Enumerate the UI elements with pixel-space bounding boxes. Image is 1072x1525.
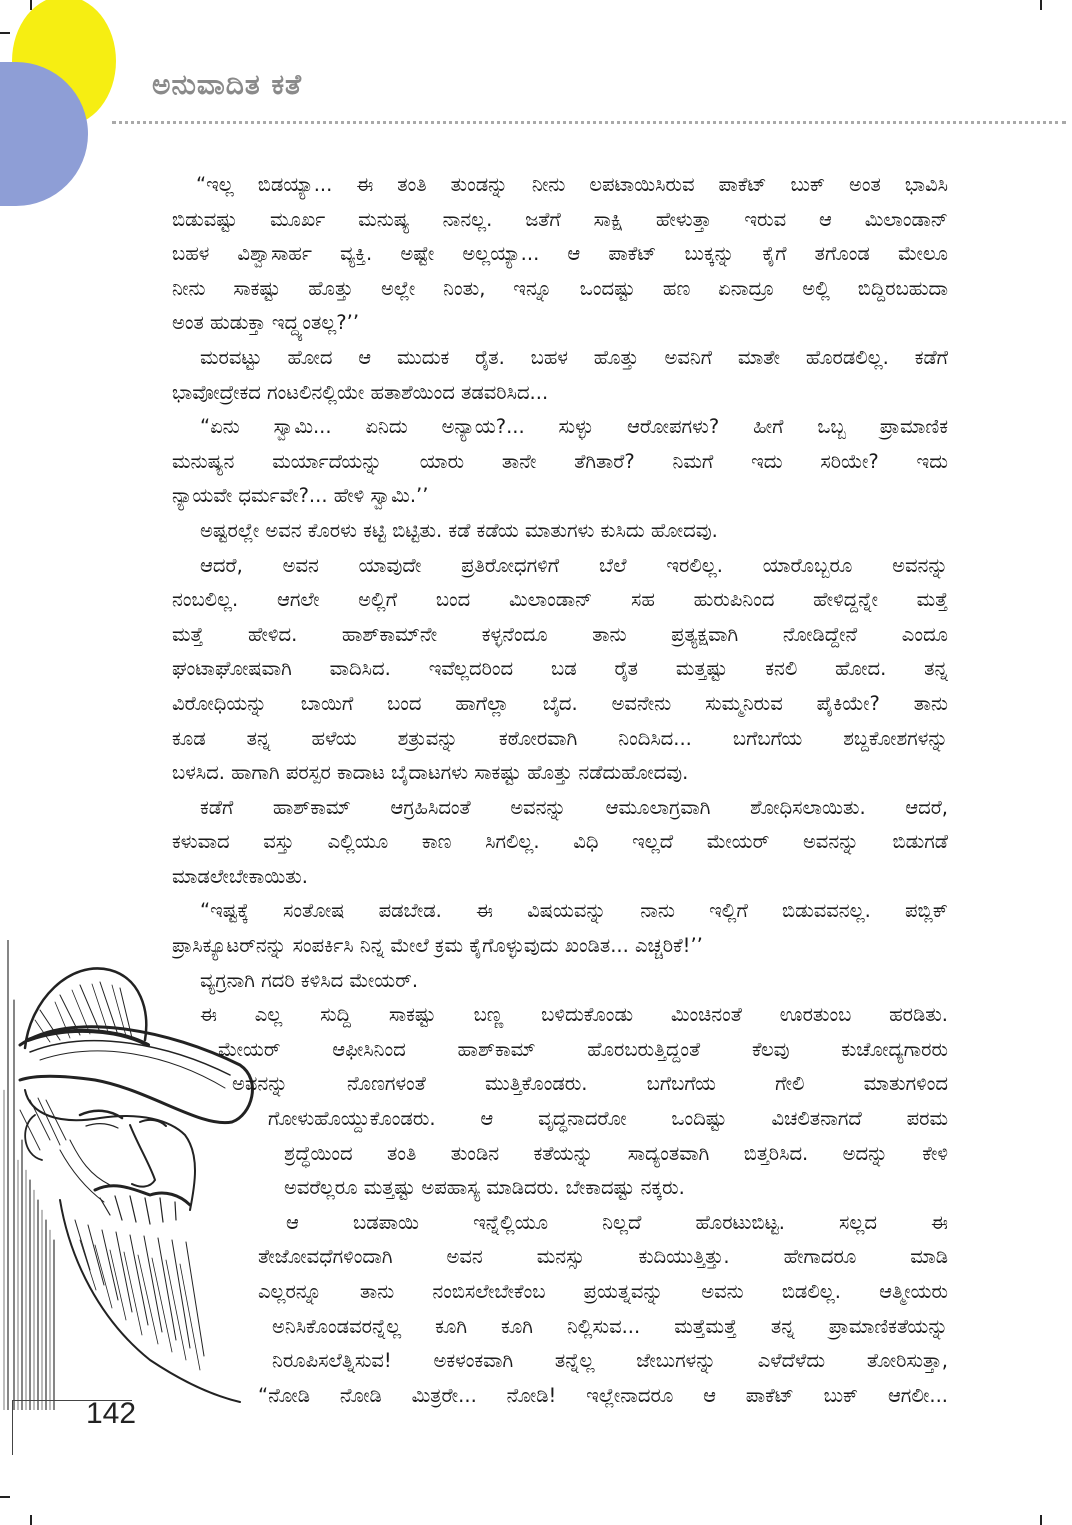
text-line: “ಏನು ಸ್ವಾಮಿ... ಏನಿದು ಅನ್ಯಾಯ?... ಸುಳ್ಳು ಆರೋಪಗಳು? ಹೀಗೆ ಒಬ್ಬ ಪ್ರಾಮಾಣಿಕ (200, 415, 948, 439)
text-line: ಆ ಬಡಪಾಯಿ ಇನ್ನೆಲ್ಲಿಯೂ ನಿಲ್ಲದೆ ಹೊರಟುಬಿಟ್ಟ. ಸಲ್ಲದ ಈ (286, 1210, 948, 1234)
text-line: ಅಷ್ಟರಲ್ಲೇ ಅವನ ಕೊರಳು ಕಟ್ಟಿ ಬಿಟ್ಟಿತು. ಕಡೆ ಕಡೆಯ ಮಾತುಗಳು ಕುಸಿದು ಹೋದವು. (200, 518, 718, 542)
text-line: ನ್ಯಾಯವೇ ಧರ್ಮವೇ?... ಹೇಳಿ ಸ್ವಾಮಿ.’’ (172, 484, 429, 508)
text-line: “ಇಲ್ಲ ಬಿಡಯ್ಯಾ... ಈ ತಂತಿ ತುಂಡನ್ನು ನೀನು ಲಪಟಾಯಿಸಿರುವ ಪಾಕೆಟ್ ಬುಕ್ ಅಂತ ಭಾವಿಸಿ (196, 173, 948, 196)
text-line: ಭಾವೋದ್ರೇಕದ ಗಂಟಲಿನಲ್ಲಿಯೇ ಹತಾಶೆಯಿಂದ ತಡವರಿಸಿದ... (172, 380, 549, 404)
text-line: ಅನಿಸಿಕೊಂಡವರನ್ನೆಲ್ಲ ಕೂಗಿ ಕೂಗಿ ನಿಲ್ಲಿಸುವ... ಮತ್ತೆಮತ್ತೆ ತನ್ನ ಪ್ರಾಮಾಣಿಕತೆಯನ್ನು (272, 1314, 948, 1338)
text-line: “ಇಷ್ಟಕ್ಕೆ ಸಂತೋಷ ಪಡಬೇಡ. ಈ ವಿಷಯವನ್ನು ನಾನು ಇಲ್ಲಿಗೆ ಬಿಡುವವನಲ್ಲ. ಪಬ್ಲಿಕ್ (200, 899, 948, 923)
header-dotted-rule (112, 121, 1066, 124)
text-line: ಮಾಡಲೇಬೇಕಾಯಿತು. (172, 864, 308, 888)
crop-mark (30, 1515, 32, 1525)
text-line: ಈ ಎಲ್ಲ ಸುದ್ದಿ ಸಾಕಷ್ಟು ಬಣ್ಣ ಬಳಿದುಕೊಂಡು ಮಿಂಚಿನಂತೆ ಊರತುಂಬ ಹರಡಿತು. (200, 1003, 948, 1027)
story-body (0, 168, 1072, 1413)
text-line: ಘಂಟಾಘೋಷವಾಗಿ ವಾದಿಸಿದ. ಇವೆಲ್ಲದರಿಂದ ಬಡ ರೈತ ಮತ್ತಷ್ಟು ಕನಲಿ ಹೋದ. ತನ್ನ (172, 657, 948, 681)
text-line: ಗೋಳುಹೊಯ್ದುಕೊಂಡರು. ಆ ವೃದ್ಧನಾದರೋ ಒಂದಿಷ್ಟು ವಿಚಲಿತನಾಗದೆ ಪರಮ (268, 1107, 948, 1131)
section-title: ಅನುವಾದಿತ ಕತೆ (152, 68, 303, 101)
text-line: ಅಂತ ಹುಡುಕ್ತಾ ಇದ್ದ್ಯಂತಲ್ಲ?’’ (172, 311, 360, 335)
text-line: ನೀನು ಸಾಕಷ್ಟು ಹೊತ್ತು ಅಲ್ಲೇ ನಿಂತು, ಇನ್ನೂ ಒಂದಷ್ಟು ಹಣ ಏನಾದ್ರೂ ಅಲ್ಲಿ ಬಿದ್ದಿರಬಹುದಾ (172, 276, 948, 300)
crop-mark (1040, 1515, 1042, 1525)
text-line: ವಿರೋಧಿಯನ್ನು ಬಾಯಿಗೆ ಬಂದ ಹಾಗೆಲ್ಲಾ ಬೈದ. ಅವನೇನು ಸುಮ್ಮನಿರುವ ಪೈಕಿಯೇ? ತಾನು (172, 691, 948, 715)
text-line: ವ್ಯಗ್ರನಾಗಿ ಗದರಿ ಕಳಿಸಿದ ಮೇಯರ್. (200, 968, 419, 992)
text-line: ಬಹಳ ವಿಶ್ವಾಸಾರ್ಹ ವ್ಯಕ್ತಿ. ಅಷ್ಟೇ ಅಲ್ಲಯ್ಯಾ... ಆ ಪಾಕೆಟ್ ಬುಕ್ಕನ್ನು ಕೈಗೆ ತಗೊಂಡ ಮೇಲೂ (172, 242, 948, 266)
text-line: ಅವರೆಲ್ಲರೂ ಮತ್ತಷ್ಟು ಅಪಹಾಸ್ಯ ಮಾಡಿದರು. ಬೇಕಾದಷ್ಟು ನಕ್ಕರು. (284, 1176, 685, 1200)
crop-mark (1040, 0, 1042, 10)
text-line: ಮನುಷ್ಯನ ಮರ್ಯಾದೆಯನ್ನು ಯಾರು ತಾನೇ ತೆಗಿತಾರೆ? ನಿಮಗೆ ಇದು ಸರಿಯೇ? ಇದು (172, 449, 948, 473)
text-line: ತೇಜೋವಧೆಗಳಿಂದಾಗಿ ಅವನ ಮನಸ್ಸು ಕುದಿಯುತ್ತಿತ್ತು. ಹೇಗಾದರೂ ಮಾಡಿ (258, 1245, 948, 1269)
text-line: ಮೇಯರ್ ಆಫೀಸಿನಿಂದ ಹಾಶ್‌ಕಾಮ್ ಹೊರಬರುತ್ತಿದ್ದಂತೆ ಕೆಲವು ಕುಚೋದ್ಯಗಾರರು (218, 1037, 948, 1061)
text-line: ಶ್ರದ್ಧೆಯಿಂದ ತಂತಿ ತುಂಡಿನ ಕತೆಯನ್ನು ಸಾದ್ಯಂತವಾಗಿ ಬಿತ್ತರಿಸಿದ. ಅದನ್ನು ಕೇಳಿ (284, 1141, 948, 1165)
text-line: ಕಳುವಾದ ವಸ್ತು ಎಲ್ಲಿಯೂ ಕಾಣ ಸಿಗಲಿಲ್ಲ. ವಿಧಿ ಇಲ್ಲದೆ ಮೇಯರ್ ಅವನನ್ನು ಬಿಡುಗಡೆ (172, 830, 948, 854)
page-number: 142 (86, 1397, 137, 1430)
text-line: ನಂಬಲಿಲ್ಲ. ಆಗಲೇ ಅಲ್ಲಿಗೆ ಬಂದ ಮಿಲಾಂಡಾನ್ ಸಹ ಹುರುಪಿನಿಂದ ಹೇಳಿದ್ದನ್ನೇ ಮತ್ತೆ (172, 588, 948, 612)
margin-rule (12, 1400, 13, 1455)
text-line: ನಿರೂಪಿಸಲೆತ್ನಿಸುವ! ಅಕಳಂಕವಾಗಿ ತನ್ನೆಲ್ಲ ಜೇಬುಗಳನ್ನು ಎಳೆದೆಳೆದು ತೋರಿಸುತ್ತಾ, (272, 1349, 948, 1373)
crop-mark (0, 1496, 10, 1498)
text-line: ಆದರೆ, ಅವನ ಯಾವುದೇ ಪ್ರತಿರೋಧಗಳಿಗೆ ಬೆಲೆ ಇರಲಿಲ್ಲ. ಯಾರೊಬ್ಬರೂ ಅವನನ್ನು (200, 553, 948, 577)
text-line: “ನೋಡಿ ನೋಡಿ ಮಿತ್ರರೇ... ನೋಡಿ! ಇಲ್ಲೇನಾದರೂ ಆ ಪಾಕೆಟ್ ಬುಕ್ ಆಗಲೀ... (258, 1383, 948, 1407)
crop-mark (0, 32, 10, 34)
text-line: ಎಲ್ಲರನ್ನೂ ತಾನು ನಂಬಿಸಲೇಬೇಕೆಂಬ ಪ್ರಯತ್ನವನ್ನು ಅವನು ಬಿಡಲಿಲ್ಲ. ಆತ್ಮೀಯರು (258, 1280, 948, 1303)
text-line: ಕೂಡ ತನ್ನ ಹಳೆಯ ಶತ್ರುವನ್ನು ಕಠೋರವಾಗಿ ನಿಂದಿಸಿದ... ಬಗೆಬಗೆಯ ಶಬ್ದಕೋಶಗಳನ್ನು (172, 726, 948, 750)
text-line: ಪ್ರಾಸಿಕ್ಯೂಟರ್‌ನನ್ನು ಸಂಪರ್ಕಿಸಿ ನಿನ್ನ ಮೇಲೆ ಕ್ರಮ ಕೈಗೊಳ್ಳುವುದು ಖಂಡಿತ... ಎಚ್ಚರಿಕೆ!’’ (172, 934, 703, 958)
text-line: ಮರವಟ್ಟು ಹೋದ ಆ ಮುದುಕ ರೈತ. ಬಹಳ ಹೊತ್ತು ಅವನಿಗೆ ಮಾತೇ ಹೊರಡಲಿಲ್ಲ. ಕಡೆಗೆ (200, 345, 948, 369)
text-line: ಅವನನ್ನು ನೊಣಗಳಂತೆ ಮುತ್ತಿಕೊಂಡರು. ಬಗೆಬಗೆಯ ಗೇಲಿ ಮಾತುಗಳಿಂದ (232, 1072, 948, 1096)
text-line: ಬಿಡುವಷ್ಟು ಮೂರ್ಖ ಮನುಷ್ಯ ನಾನಲ್ಲ. ಜತೆಗೆ ಸಾಕ್ಷಿ ಹೇಳುತ್ತಾ ಇರುವ ಆ ಮಿಲಾಂಡಾನ್ (172, 207, 948, 231)
text-line: ಬಳಸಿದ. ಹಾಗಾಗಿ ಪರಸ್ಪರ ಕಾದಾಟ ಬೈದಾಟಗಳು ಸಾಕಷ್ಟು ಹೊತ್ತು ನಡೆದುಹೋದವು. (172, 761, 689, 785)
text-line: ಕಡೆಗೆ ಹಾಶ್‌ಕಾಮ್ ಆಗ್ರಹಿಸಿದಂತೆ ಅವನನ್ನು ಆಮೂಲಾಗ್ರವಾಗಿ ಶೋಧಿಸಲಾಯಿತು. ಆದರೆ, (200, 795, 948, 819)
text-line: ಮತ್ತೆ ಹೇಳಿದ. ಹಾಶ್‌ಕಾಮ್‌ನೇ ಕಳ್ಳನೆಂದೂ ತಾನು ಪ್ರತ್ಯಕ್ಷವಾಗಿ ನೋಡಿದ್ದೇನೆ ಎಂದೂ (172, 622, 948, 646)
